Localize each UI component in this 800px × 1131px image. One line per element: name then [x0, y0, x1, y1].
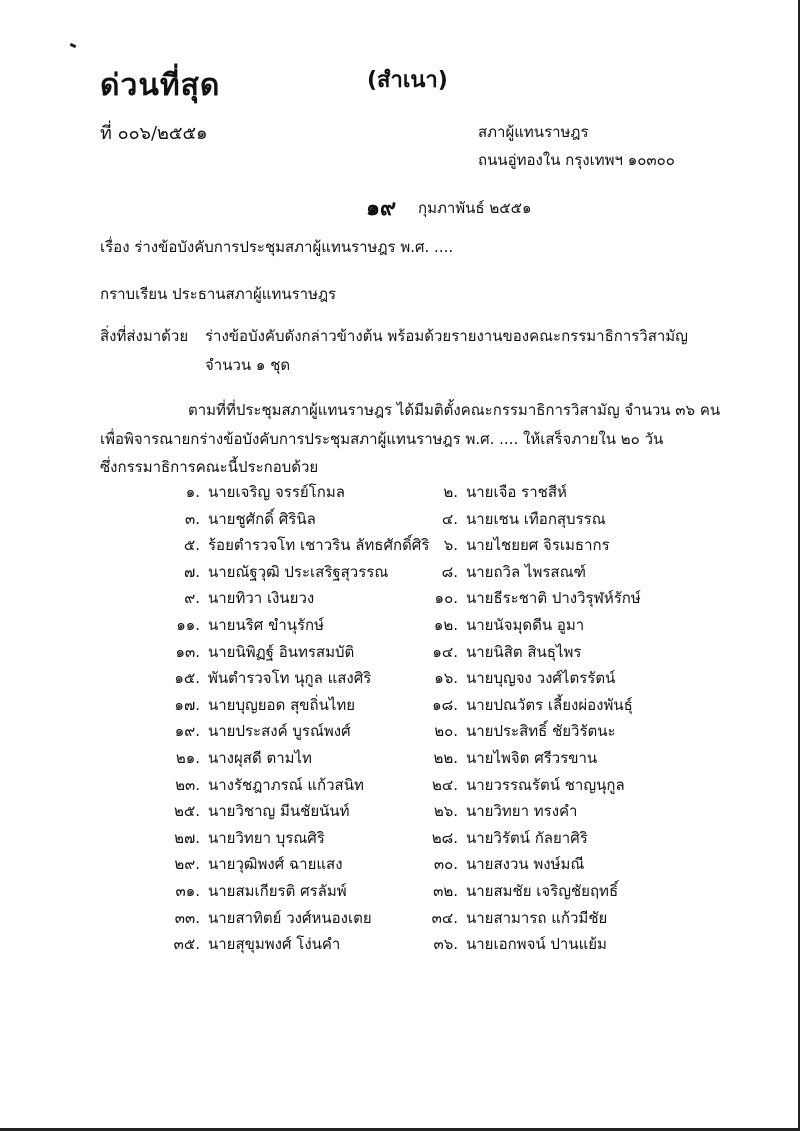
member-number: ๓.	[184, 509, 200, 528]
member-name: นายณัฐวุฒิ ประเสริฐสุวรรณ	[208, 562, 389, 581]
member-name: นายนิสิต สินธุไพร	[466, 642, 582, 661]
member-number: ๑๐.	[434, 589, 458, 608]
member-name: นายนริศ ขำนุรักษ์	[208, 616, 325, 634]
member-name: นายสุขุมพงศ์ โง่นคำ	[208, 935, 341, 954]
member-number: ๒๔.	[431, 775, 458, 794]
member-name: นายสามารถ แก้วมีชัย	[466, 908, 608, 927]
member-number: ๒.	[443, 483, 458, 501]
member-number: ๑๗.	[174, 695, 200, 714]
member-number: ๒๖.	[433, 802, 458, 821]
member-name: พันตำรวจโท นุกูล แสงศิริ	[208, 669, 372, 688]
member-number: ๖.	[443, 536, 458, 555]
body-line1: ตามที่ที่ประชุมสภาผู้แทนราษฎร ได้มีมติตั้งคณะกรรมาธิการวิสามัญ จำนวน ๓๖ คน	[188, 401, 721, 419]
member-item	[360, 879, 618, 903]
enclosure-line1: ร่างข้อบังคับดังกล่าวข้างต้น พร้อมด้วยรายงานของคณะกรรมาธิการวิสามัญ	[205, 327, 688, 345]
member-name: นายถวิล ไพรสณฑ์	[466, 562, 586, 581]
member-item	[100, 852, 343, 876]
member-item	[100, 666, 371, 690]
urgency-stamp: ด่วนที่สุด	[100, 68, 221, 103]
member-item	[360, 773, 625, 797]
member-item	[100, 826, 325, 850]
member-number: ๑๖.	[434, 669, 458, 688]
member-item	[100, 746, 312, 770]
member-name: นายวิทยา ทรงคำ	[466, 802, 578, 821]
member-number: ๑๔.	[432, 642, 458, 661]
member-number: ๕.	[183, 536, 200, 555]
member-item	[100, 507, 316, 531]
member-name: นายธีระชาติ ปางวิรุฬห์รักษ์	[466, 589, 641, 608]
member-number: ๒๑.	[175, 749, 200, 767]
member-item	[100, 586, 314, 610]
member-name: นายบุญยอด สุขถิ่นไทย	[208, 695, 356, 714]
member-name: นายไพจิต ศรีวรขาน	[466, 749, 598, 767]
member-name: นายวรรณรัตน์ ชาญนุกูล	[466, 775, 625, 794]
salutation-line: กราบเรียน ประธานสภาผู้แทนราษฎร	[100, 285, 337, 303]
subject-line: เรื่อง ร่างข้อบังคับการประชุมสภาผู้แทนราษฎร พ.ศ. ....	[100, 238, 454, 256]
member-item	[360, 533, 610, 557]
date-day: ๑๙	[366, 195, 397, 221]
member-number: ๑๙.	[174, 722, 200, 741]
member-name: นายทิวา เงินยวง	[208, 589, 315, 608]
member-number: ๒๘.	[431, 828, 458, 847]
member-item	[360, 507, 606, 531]
member-name: นายประสิทธิ์ ชัยวิรัตนะ	[466, 722, 616, 741]
member-number: ๑๑.	[176, 616, 200, 634]
member-name: นายชูศักดิ์ ศิรินิล	[208, 509, 316, 528]
member-item	[360, 613, 584, 637]
member-name: นายเจือ ราชสีห์	[466, 483, 567, 501]
member-number: ๒๗.	[174, 828, 200, 847]
member-item	[360, 560, 586, 584]
member-item	[360, 852, 584, 876]
member-item	[360, 693, 633, 717]
member-item	[100, 480, 345, 504]
member-name: นายวิชาญ มีนชัยนันท์	[208, 802, 350, 821]
member-number: ๒๒.	[433, 749, 458, 767]
member-item	[100, 799, 350, 823]
date-month-year: กุมภาพันธ์ ๒๕๕๑	[418, 199, 532, 217]
member-item	[360, 480, 567, 504]
member-number: ๑๘.	[432, 695, 458, 714]
member-name: นายไชยยศ จิรเมธากร	[466, 536, 610, 555]
member-item	[360, 666, 615, 690]
member-name: นายบุญจง วงศ์ไตรรัตน์	[466, 669, 616, 688]
member-name: นายวิรัตน์ กัลยาศิริ	[466, 828, 588, 847]
member-number: ๑.	[185, 483, 200, 501]
member-item	[360, 906, 607, 930]
member-name: นายสมเกียรติ ศรลัมพ์	[208, 882, 347, 900]
member-name: นายเจริญ จรรย์โกมล	[208, 483, 345, 501]
member-item	[360, 746, 597, 770]
member-name: นายปณวัตร เลี้ยงผ่องพันธุ์	[466, 695, 633, 714]
member-item	[100, 932, 340, 956]
member-item	[360, 586, 641, 610]
member-name: นายสงวน พงษ์มณี	[466, 855, 585, 874]
member-number: ๒๐.	[434, 722, 458, 741]
member-item	[100, 719, 351, 743]
member-name: นายวุฒิพงศ์ ฉายแสง	[208, 855, 343, 874]
member-name: นายเชน เทือกสุบรรณ	[466, 509, 606, 528]
member-name: นายประสงค์ บูรณ์พงศ์	[208, 722, 351, 741]
member-name: นายนัจมุดดีน อูมา	[466, 616, 585, 634]
member-number: ๓๒.	[433, 882, 458, 900]
enclosure-label: สิ่งที่ส่งมาด้วย	[100, 327, 189, 345]
member-number: ๒๙.	[174, 855, 200, 874]
member-number: ๘.	[441, 562, 458, 581]
member-name: นายนิพิฏฐ์ อินทรสมบัติ	[208, 642, 355, 661]
body-line2: เพื่อพิจารณายกร่างข้อบังคับการประชุมสภาผู้แทนราษฎร พ.ศ. .... ให้เสร็จภายใน ๒๐ วัน	[100, 430, 664, 448]
copy-mark: (สำเนา)	[367, 68, 448, 93]
member-name: นายสาทิตย์ วงศ์หนองเตย	[208, 908, 372, 927]
member-number: ๓๖.	[433, 935, 458, 954]
member-item	[100, 773, 364, 797]
member-name: นายเอกพจน์ ปานแย้ม	[466, 935, 607, 954]
member-number: ๙.	[184, 589, 200, 608]
member-number: ๔.	[441, 509, 458, 528]
member-name: นางผุสดี ตามไท	[208, 749, 312, 767]
member-number: ๗.	[183, 562, 200, 581]
member-name: นายวิทยา บุรณศิริ	[208, 828, 325, 847]
member-item	[360, 799, 577, 823]
member-number: ๓๑.	[175, 882, 200, 900]
member-item	[360, 932, 607, 956]
member-number: ๓๓.	[174, 908, 200, 927]
body-line3: ซึ่งกรรมาธิการคณะนี้ประกอบด้วย	[100, 458, 319, 476]
sender-address-line1: สภาผู้แทนราษฎร	[478, 123, 589, 141]
member-item	[100, 906, 372, 930]
member-item	[100, 693, 355, 717]
member-item	[100, 640, 354, 664]
member-number: ๓๔.	[431, 908, 458, 927]
scan-speck	[70, 43, 77, 48]
member-number: ๑๓.	[175, 642, 200, 661]
document-number: ที่ ๐๐๖/๒๕๕๑	[100, 123, 208, 144]
member-number: ๒๕.	[173, 802, 200, 821]
member-number: ๓๕.	[173, 935, 200, 954]
member-item	[360, 640, 581, 664]
member-item	[100, 560, 388, 584]
enclosure-line2: จำนวน ๑ ชุด	[205, 356, 291, 374]
member-number: ๑๒.	[433, 616, 458, 634]
member-item	[360, 719, 616, 743]
member-number: ๓๐.	[433, 855, 458, 874]
member-name: ร้อยตำรวจโท เชาวริน ลัทธศักดิ์ศิริ	[208, 536, 430, 555]
member-name: นายสมชัย เจริญชัยฤทธิ์	[466, 882, 619, 900]
member-number: ๑๕.	[174, 669, 200, 688]
member-item	[360, 826, 588, 850]
sender-address-line2: ถนนอู่ทองใน กรุงเทพฯ ๑๐๓๐๐	[478, 151, 675, 169]
member-name: นางรัชฎาภรณ์ แก้วสนิท	[208, 775, 364, 794]
member-number: ๒๓.	[175, 775, 200, 794]
member-item	[100, 613, 324, 637]
member-item	[100, 879, 347, 903]
